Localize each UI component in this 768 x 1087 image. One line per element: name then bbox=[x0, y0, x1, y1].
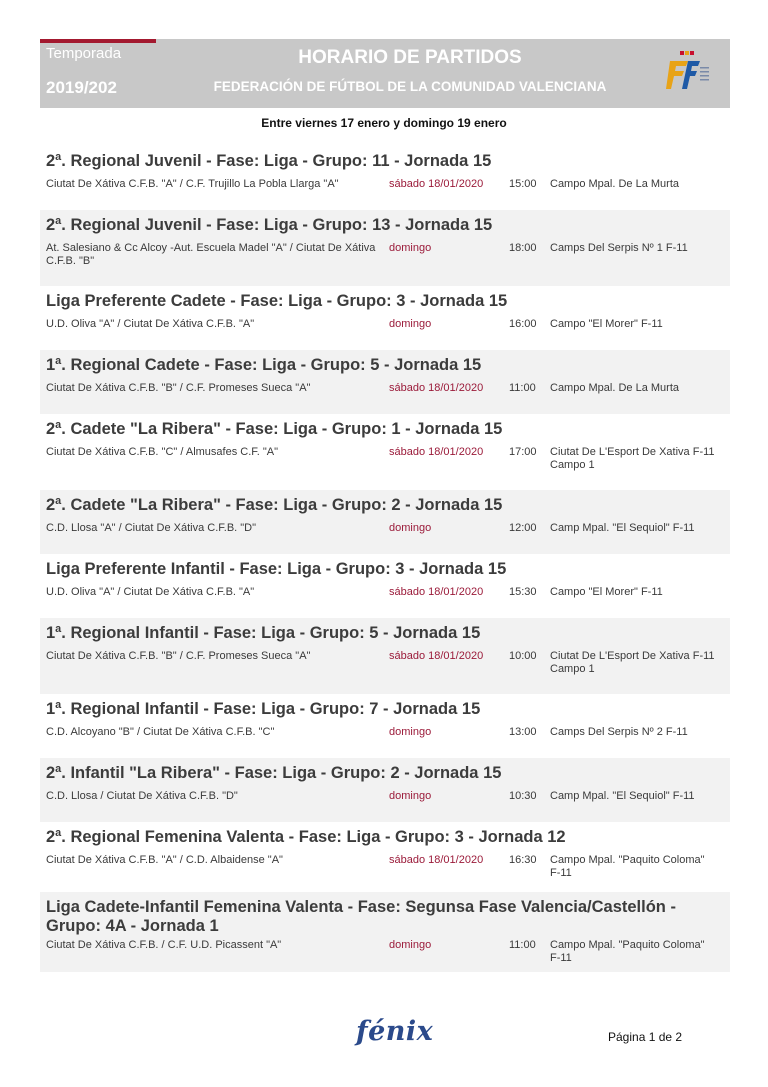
match-date: sábado 18/01/2020 bbox=[389, 854, 484, 866]
match-teams: C.D. Alcoyano "B" / Ciutat De Xátiva C.F.B. "C" bbox=[46, 726, 275, 738]
match-block bbox=[40, 490, 730, 554]
match-block bbox=[40, 618, 730, 694]
match-time: 11:00 bbox=[509, 382, 536, 394]
match-teams: Ciutat De Xátiva C.F.B. "A" / C.F. Trujillo La Pobla Llarga "A" bbox=[46, 178, 339, 190]
fenix-logo: fénix bbox=[356, 1016, 434, 1047]
page-subtitle: FEDERACIÓN DE FÚTBOL DE LA COMUNIDAD VALENCIANA bbox=[213, 79, 607, 94]
match-teams: Ciutat De Xátiva C.F.B. "B" / C.F. Promeses Sueca "A" bbox=[46, 382, 311, 394]
competition-title: 1ª. Regional Cadete - Fase: Liga - Grupo: 5 - Jornada 15 bbox=[46, 356, 482, 374]
season-accent-bar bbox=[40, 39, 156, 43]
match-row bbox=[46, 790, 724, 803]
match-block bbox=[40, 414, 730, 490]
match-row bbox=[46, 939, 724, 965]
match-venue: Campo Mpal. "Paquito Coloma" F-11 bbox=[550, 939, 705, 964]
match-venue: Campo Mpal. "Paquito Coloma" F-11 bbox=[550, 854, 705, 879]
match-block bbox=[40, 286, 730, 350]
match-date: sábado 18/01/2020 bbox=[389, 178, 484, 190]
match-row bbox=[46, 446, 724, 472]
match-block bbox=[40, 554, 730, 618]
match-row bbox=[46, 854, 724, 880]
match-list bbox=[40, 146, 730, 972]
competition-title: Liga Preferente Cadete - Fase: Liga - Grupo: 3 - Jornada 15 bbox=[46, 292, 508, 310]
match-row bbox=[46, 522, 724, 535]
match-row bbox=[46, 726, 724, 739]
match-block bbox=[40, 822, 730, 892]
match-date: sábado 18/01/2020 bbox=[389, 586, 484, 598]
competition-title: Liga Cadete-Infantil Femenina Valenta - Fase: Segunsa Fase Valencia/Castellón - Grupo: 4A - Jornada 1 bbox=[46, 898, 676, 935]
match-time: 18:00 bbox=[509, 242, 537, 254]
date-range: Entre viernes 17 enero y domingo 19 enero bbox=[261, 116, 507, 130]
season-label: Temporada bbox=[46, 45, 122, 62]
match-date: domingo bbox=[389, 790, 432, 802]
match-teams: C.D. Llosa / Ciutat De Xátiva C.F.B. "D" bbox=[46, 790, 238, 802]
match-time: 13:00 bbox=[509, 726, 537, 738]
ffcv-logo-icon bbox=[666, 51, 710, 99]
match-block bbox=[40, 350, 730, 414]
competition-title: 2ª. Cadete "La Ribera" - Fase: Liga - Grupo: 2 - Jornada 15 bbox=[46, 496, 503, 514]
match-teams: U.D. Oliva "A" / Ciutat De Xátiva C.F.B. "A" bbox=[46, 318, 255, 330]
match-row bbox=[46, 318, 724, 331]
match-venue: Camps Del Serpis Nº 1 F-11 bbox=[550, 242, 688, 254]
match-time: 16:30 bbox=[509, 854, 537, 866]
match-venue: Camp Mpal. "El Sequiol" F-11 bbox=[550, 790, 695, 802]
page-header bbox=[40, 39, 730, 108]
season-value: 2019/202 bbox=[46, 78, 117, 97]
match-time: 11:00 bbox=[509, 939, 536, 951]
match-time: 12:00 bbox=[509, 522, 537, 534]
match-date: sábado 18/01/2020 bbox=[389, 650, 484, 662]
match-time: 10:30 bbox=[509, 790, 537, 802]
competition-title: 1ª. Regional Infantil - Fase: Liga - Grupo: 7 - Jornada 15 bbox=[46, 700, 481, 718]
match-venue: Campo Mpal. De La Murta bbox=[550, 178, 679, 190]
match-date: domingo bbox=[389, 726, 432, 738]
match-teams: U.D. Oliva "A" / Ciutat De Xátiva C.F.B. "A" bbox=[46, 586, 255, 598]
match-time: 17:00 bbox=[509, 446, 537, 458]
match-date: domingo bbox=[389, 522, 432, 534]
match-time: 10:00 bbox=[509, 650, 537, 662]
match-block bbox=[40, 694, 730, 758]
page-number: Página 1 de 2 bbox=[608, 1030, 683, 1044]
match-venue: Campo "El Morer" F-11 bbox=[550, 586, 663, 598]
match-block bbox=[40, 758, 730, 822]
match-teams: Ciutat De Xátiva C.F.B. "B" / C.F. Promeses Sueca "A" bbox=[46, 650, 311, 662]
match-row bbox=[46, 586, 724, 599]
match-teams: C.D. Llosa "A" / Ciutat De Xátiva C.F.B. "D" bbox=[46, 522, 257, 534]
match-time: 16:00 bbox=[509, 318, 537, 330]
match-block bbox=[40, 146, 730, 210]
match-row bbox=[46, 650, 724, 676]
match-block bbox=[40, 210, 730, 286]
competition-title: 2ª. Regional Juvenil - Fase: Liga - Grupo: 13 - Jornada 15 bbox=[46, 216, 493, 234]
match-venue: Ciutat De L'Esport De Xativa F-11 Campo 1 bbox=[550, 446, 715, 471]
competition-title: 2ª. Regional Juvenil - Fase: Liga - Grupo: 11 - Jornada 15 bbox=[46, 152, 492, 170]
competition-title: 2ª. Regional Femenina Valenta - Fase: Liga - Grupo: 3 - Jornada 12 bbox=[46, 828, 566, 846]
match-venue: Campo Mpal. De La Murta bbox=[550, 382, 679, 394]
match-teams: Ciutat De Xátiva C.F.B. "C" / Almusafes C.F. "A" bbox=[46, 446, 279, 458]
match-teams: At. Salesiano & Cc Alcoy -Aut. Escuela Madel "A" / Ciutat De Xátiva C.F.B. "B" bbox=[46, 242, 376, 267]
competition-title: 2ª. Infantil "La Ribera" - Fase: Liga - Grupo: 2 - Jornada 15 bbox=[46, 764, 502, 782]
match-date: domingo bbox=[389, 318, 432, 330]
match-row bbox=[46, 242, 724, 268]
match-row bbox=[46, 178, 724, 191]
match-venue: Camp Mpal. "El Sequiol" F-11 bbox=[550, 522, 695, 534]
match-time: 15:00 bbox=[509, 178, 537, 190]
match-block bbox=[40, 892, 730, 972]
competition-title: Liga Preferente Infantil - Fase: Liga - Grupo: 3 - Jornada 15 bbox=[46, 560, 507, 578]
match-venue: Campo "El Morer" F-11 bbox=[550, 318, 663, 330]
match-row bbox=[46, 382, 724, 395]
match-teams: Ciutat De Xátiva C.F.B. "A" / C.D. Albaidense "A" bbox=[46, 854, 283, 866]
match-date: sábado 18/01/2020 bbox=[389, 446, 484, 458]
competition-title: 1ª. Regional Infantil - Fase: Liga - Grupo: 5 - Jornada 15 bbox=[46, 624, 481, 642]
match-date: domingo bbox=[389, 939, 432, 951]
match-date: sábado 18/01/2020 bbox=[389, 382, 484, 394]
page-title: HORARIO DE PARTIDOS bbox=[298, 47, 522, 68]
match-teams: Ciutat De Xátiva C.F.B. / C.F. U.D. Picassent "A" bbox=[46, 939, 282, 951]
match-venue: Camps Del Serpis Nº 2 F-11 bbox=[550, 726, 688, 738]
match-time: 15:30 bbox=[509, 586, 537, 598]
match-date: domingo bbox=[389, 242, 432, 254]
competition-title: 2ª. Cadete "La Ribera" - Fase: Liga - Grupo: 1 - Jornada 15 bbox=[46, 420, 503, 438]
match-venue: Ciutat De L'Esport De Xativa F-11 Campo 1 bbox=[550, 650, 715, 675]
